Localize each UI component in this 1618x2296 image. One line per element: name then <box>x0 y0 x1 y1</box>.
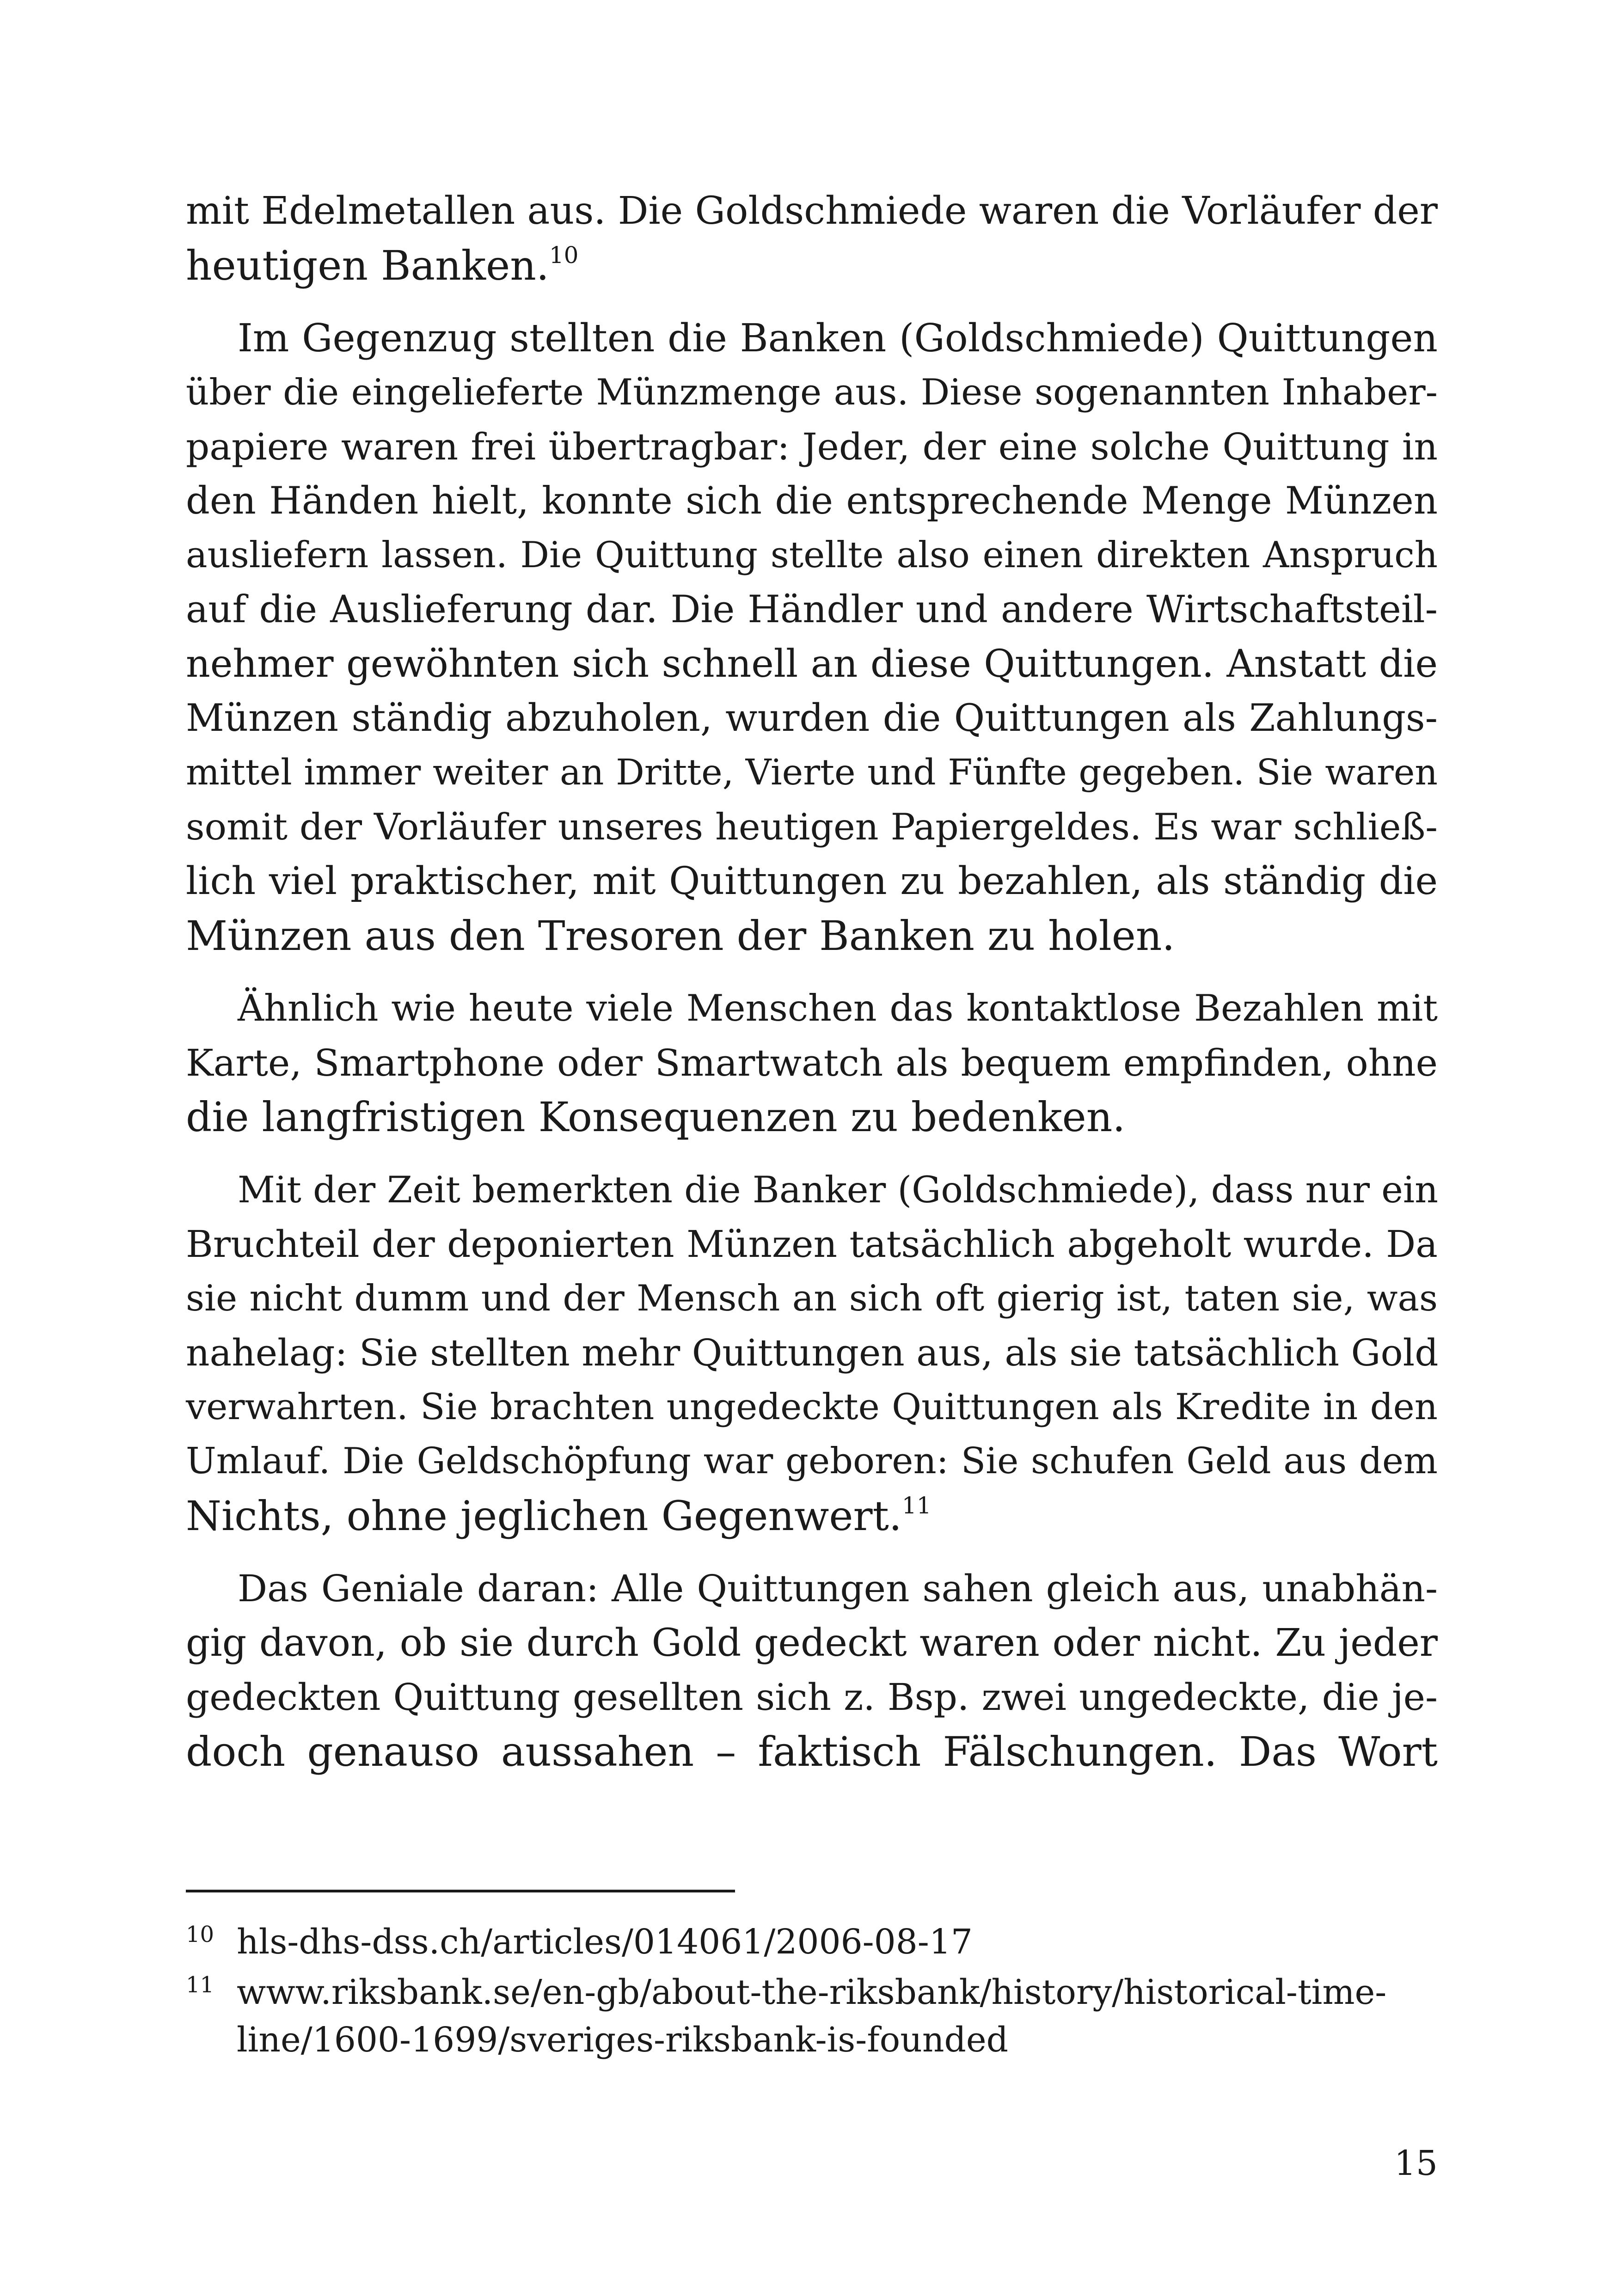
text-line: Münzen aus den Tresoren der Banken zu holen. <box>186 912 1175 960</box>
text-line: Das Geniale daran: Alle Quittungen sahen gleich aus, unabhän- <box>238 1567 1438 1610</box>
text-line: Im Gegenzug stellten die Banken (Goldschmiede) Quittungen <box>238 316 1438 361</box>
text-line: mit Edelmetallen aus. Die Goldschmiede waren die Vorläufer der <box>186 189 1438 233</box>
text-line: über die eingelieferte Münzmenge aus. Diese sogenannten Inhaber- <box>186 371 1438 413</box>
footnote-11 <box>186 1969 1438 2064</box>
text-line: Karte, Smartphone oder Smartwatch als bequem empfinden, ohne <box>186 1041 1438 1084</box>
text-line: verwahrten. Sie brachten ungedeckte Quittungen als Kredite in den <box>186 1386 1438 1428</box>
footnote-10 <box>186 1918 1438 1966</box>
text-line: Bruchteil der deponierten Münzen tatsächlich abgeholt wurde. Da <box>186 1223 1438 1266</box>
text-line <box>186 1489 1438 1543</box>
text-line: die langfristigen Konsequenzen zu bedenken. <box>186 1093 1126 1141</box>
text-line: mittel immer weiter an Dritte, Vierte und Fünfte gegeben. Sie waren <box>186 752 1438 793</box>
text-line: Umlauf. Die Geldschöpfung war geboren: Sie schufen Geld aus dem <box>186 1440 1438 1482</box>
paragraph-1 <box>186 184 1438 293</box>
text-line: sie nicht dumm und der Mensch an sich oft gierig ist, taten sie, was <box>186 1277 1438 1319</box>
text-line: somit der Vorläufer unseres heutigen Papiergeldes. Es war schließ- <box>186 805 1438 848</box>
text-line: Münzen ständig abzuholen, wurden die Quittungen als Zahlungs- <box>186 696 1438 740</box>
footnote-number: 10 <box>186 1922 215 1947</box>
text-line: gig davon, ob sie durch Gold gedeckt waren oder nicht. Zu jeder <box>186 1621 1438 1665</box>
text-line: ausliefern lassen. Die Quittung stellte also einen direkten Anspruch <box>186 534 1438 576</box>
footnote-text[interactable]: hls-dhs-dss.ch/articles/014061/2006-08-17 <box>237 1922 973 1962</box>
main-text <box>186 184 1438 1779</box>
footnote-number: 11 <box>186 1972 215 1998</box>
footnote-text[interactable]: line/1600-1699/sveriges-riksbank-is-founded <box>237 2020 1009 2060</box>
page-number: 15 <box>1394 2143 1438 2183</box>
text-line: Ähnlich wie heute viele Menschen das kontaktlose Bezahlen mit <box>238 987 1438 1029</box>
footnote-text[interactable]: www.riksbank.se/en-gb/about-the-riksbank/history/historical-time- <box>237 1972 1387 2012</box>
text-line: Mit der Zeit bemerkten die Banker (Goldschmiede), dass nur ein <box>238 1168 1439 1211</box>
text-line: den Händen hielt, konnte sich die entsprechende Menge Münzen <box>186 479 1438 523</box>
footnote-separator <box>186 1890 735 1892</box>
text-line: nehmer gewöhnten sich schnell an diese Quittungen. Anstatt die <box>186 642 1438 686</box>
text-line: nahelag: Sie stellten mehr Quittungen aus, als sie tatsächlich Gold <box>186 1331 1439 1374</box>
text-line <box>186 239 1438 293</box>
text-line: gedeckten Quittung gesellten sich z. Bsp. zwei ungedeckte, die je- <box>186 1676 1438 1719</box>
paragraph-2 <box>186 311 1438 963</box>
text-line: lich viel praktischer, mit Quittungen zu bezahlen, als ständig die <box>186 859 1438 903</box>
paragraph-3 <box>186 981 1438 1145</box>
text-fragment: Nichts, ohne jeglichen Gegenwert. <box>186 1492 902 1540</box>
text-line: doch genauso aussahen – faktisch Fälschungen. Das Wort <box>186 1727 1438 1776</box>
footnote-reference[interactable]: 11 <box>901 1492 932 1519</box>
text-line: papiere waren frei übertragbar: Jeder, der eine solche Quittung in <box>186 425 1438 468</box>
footnotes <box>186 1918 1438 2064</box>
text-fragment: heutigen Banken. <box>186 241 549 289</box>
footnote-reference[interactable]: 10 <box>549 241 579 269</box>
text-line: auf die Auslieferung dar. Die Händler und andere Wirtschaftsteil- <box>186 588 1438 631</box>
paragraph-4 <box>186 1163 1438 1543</box>
paragraph-5 <box>186 1561 1438 1779</box>
